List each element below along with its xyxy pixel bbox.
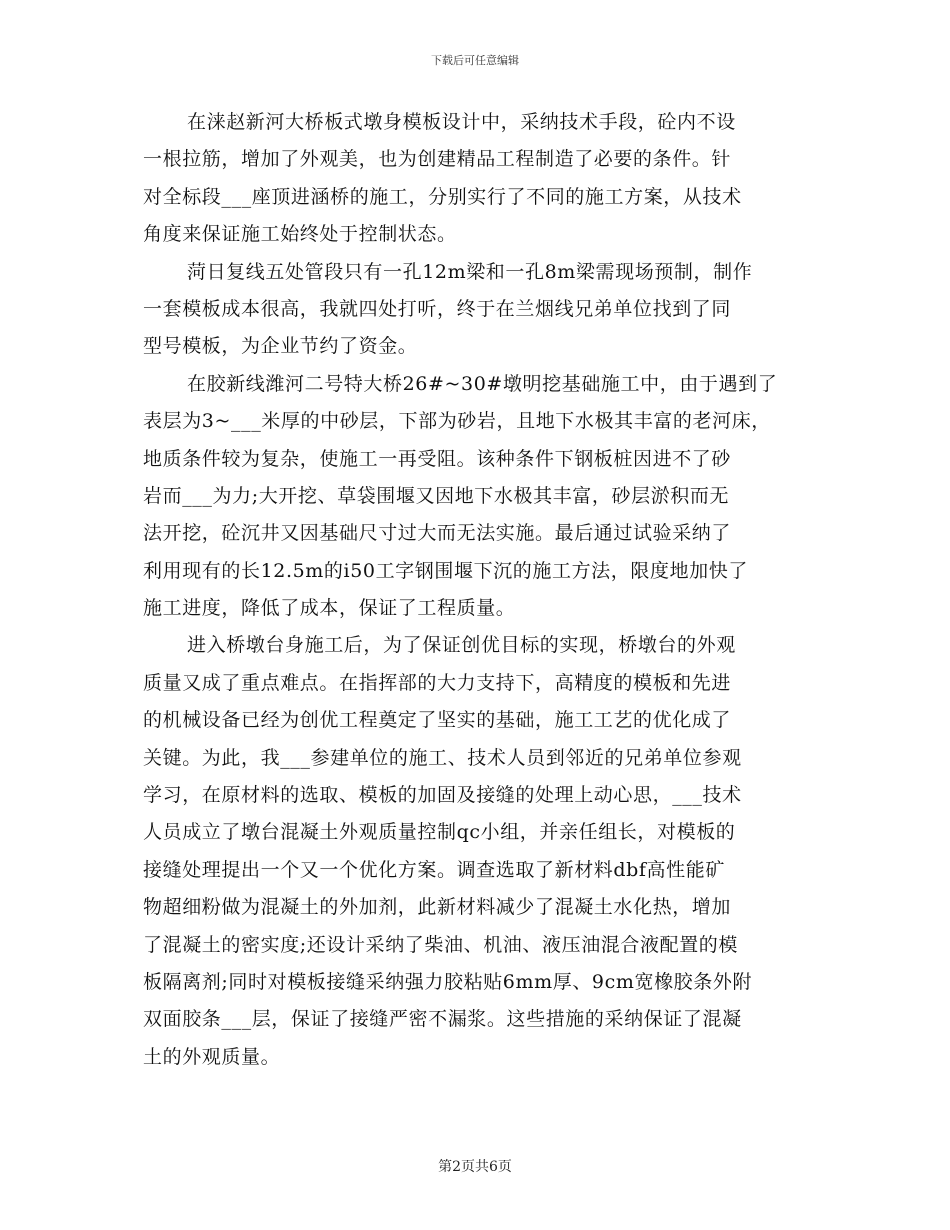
text-line: 施工进度，降低了成本，保证了工程质量。	[143, 597, 516, 620]
document-body	[143, 104, 843, 1076]
text-line: 地质条件较为复杂，使施工一再受阻。该种条件下钢板桩因进不了砂	[143, 447, 732, 470]
text-line: 岩而___为力;大开挖、草袋围堰又因地下水极其丰富，砂层淤积而无	[143, 484, 730, 507]
text-line: 学习，在原材料的选取、模板的加固及接缝的处理上动心思，___技术	[143, 784, 742, 807]
text-line: 土的外观质量。	[143, 1045, 281, 1068]
text-line: 的机械设备已经为创优工程奠定了坚实的基础，施工工艺的优化成了	[143, 709, 732, 732]
page-footer: 第2页共6页	[438, 1159, 512, 1175]
text-line: 角度来保证施工始终处于控制状态。	[143, 223, 457, 246]
text-line: 表层为3~___米厚的中砂层，下部为砂岩，且地下水极其丰富的老河床，	[143, 410, 771, 433]
page-header: 下载后可任意编辑	[431, 54, 519, 67]
text-line: 接缝处理提出一个又一个优化方案。调查选取了新材料dbf高性能矿	[143, 858, 725, 881]
text-line: 双面胶条___层，保证了接缝严密不漏浆。这些措施的采纳保证了混凝	[143, 1008, 742, 1031]
text-line: 型号模板，为企业节约了资金。	[143, 335, 418, 358]
text-line: 菏日复线五处管段只有一孔12m梁和一孔8m梁需现场预制，制作	[187, 260, 753, 283]
text-line: 板隔离剂;同时对模板接缝采纳强力胶粘贴6mm厚、9cm宽橡胶条外附	[143, 970, 753, 993]
text-line: 一套模板成本很高，我就四处打听，终于在兰烟线兄弟单位找到了同	[143, 297, 732, 320]
text-line: 物超细粉做为混凝土的外加剂，此新材料减少了混凝土水化热，增加	[143, 896, 732, 919]
text-line: 在胶新线潍河二号特大桥26#~30#墩明挖基础施工中，由于遇到了	[187, 372, 778, 395]
text-line: 对全标段___座顶进涵桥的施工，分别实行了不同的施工方案，从技术	[143, 185, 742, 208]
text-line: 关键。为此，我___参建单位的施工、技术人员到邻近的兄弟单位参观	[143, 746, 742, 769]
text-line: 人员成立了墩台混凝土外观质量控制qc小组，并亲任组长，对模板的	[143, 821, 736, 844]
text-line: 质量又成了重点难点。在指挥部的大力支持下，高精度的模板和先进	[143, 671, 732, 694]
text-line: 法开挖，砼沉井又因基础尺寸过大而无法实施。最后通过试验采纳了	[143, 522, 732, 545]
text-line: 一根拉筋，增加了外观美，也为创建精品工程制造了必要的条件。针	[143, 148, 732, 171]
text-line: 进入桥墩台身施工后，为了保证创优目标的实现，桥墩台的外观	[187, 634, 736, 657]
text-line: 了混凝土的密实度;还设计采纳了柴油、机油、液压油混合液配置的模	[143, 933, 739, 956]
text-line: 在涞赵新河大桥板式墩身模板设计中，采纳技术手段，砼内不设	[187, 111, 736, 133]
text-line: 利用现有的长12.5m的i50工字钢围堰下沉的施工方法，限度地加快了	[143, 559, 748, 582]
